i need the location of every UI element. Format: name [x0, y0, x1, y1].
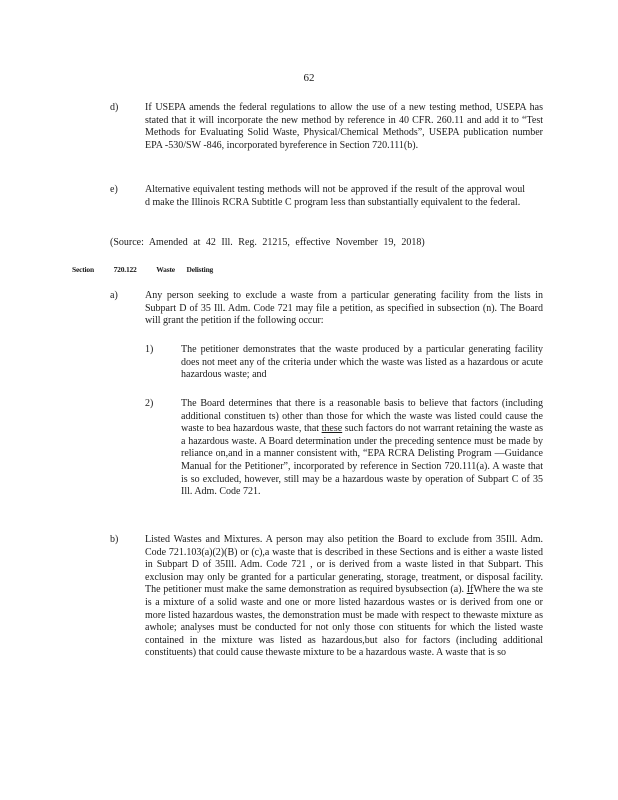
- section-heading: [72, 265, 213, 274]
- page-number: 62: [303, 72, 315, 84]
- section-number: 720.122: [113, 265, 137, 274]
- item-label-d: d): [110, 102, 119, 113]
- subitem-label-2: 2): [145, 398, 154, 409]
- subitem-text-2-underlined: these: [321, 423, 343, 435]
- item-label-b: b): [110, 534, 119, 545]
- item-text-a: Any person seeking to exclude a waste from a particular generating facility from the lists in Subpart D of 35 Ill. Adm. Code 721 may file a petition, as specified in subsection (n). The Board will grant the petition if the following occur:: [145, 290, 543, 327]
- subitem-text-1: The petitioner demonstrates that the waste produced by a particular generating facility does not meet any of the criteria under which the waste was listed as a hazardous or acute hazardous waste; and: [181, 344, 543, 381]
- section-title: Waste Delisting: [156, 265, 214, 274]
- item-label-a: a): [110, 290, 118, 301]
- subitem-text-2: [181, 398, 543, 499]
- subitem-text-2-before: The Board determines that there is a reasonable basis to believe that factors (including additional constituen ts) other than those for which the waste was listed could cause the waste to bea hazardous waste, that: [181, 398, 543, 435]
- item-text-b-after: Where the wa ste is a mixture of a solid waste and one or more listed hazardous wastes or is derived from one or more listed hazardous wastes, the demonstration must be made with respect to thewaste mixture as awhole; analyses must be conducted for not only those con stituents for which the listed waste contained in the mixture was listed as hazardous,but also for factors (including additional constituents) that could cause thewaste mixture to be a hazardous waste. A waste that is so: [145, 584, 543, 659]
- source-note: (Source: Amended at 42 Ill. Reg. 21215, effective November 19, 2018): [110, 237, 425, 248]
- subitem-label-1: 1): [145, 344, 154, 355]
- item-text-b-underlined: If: [466, 584, 474, 596]
- item-label-e: e): [110, 184, 118, 195]
- item-text-b: [145, 534, 543, 660]
- subitem-text-2-after: such factors do not warrant retaining the waste as a hazardous waste. A Board determination under the preceding sentence must be made by reliance on,and in a manner consistent with, “EPA RCRA Delisting Program —Guidance Manual for the Petitioner”, incorporated by reference in Section 720.111(a). A waste that is so excluded, however, still may be a hazardous waste by operation of Subpart C of 35 Ill. Adm. Code 721.: [181, 423, 543, 498]
- item-text-e: Alternative equivalent testing methods will not be approved if the result of the approval woul d make the Illinois RCRA Subtitle C program less than substantially equivalent to the federal.: [145, 184, 525, 208]
- item-text-b-before: Listed Wastes and Mixtures. A person may also petition the Board to exclude from 35Ill. Adm. Code 721.103(a)(2)(B) or (c),a waste that is described in these Sections and is either a waste listed in Subpart D of 35Ill. Adm. Code 721 , or is derived from a waste listed in that Subpart. This exclusion may only be granted for a particular generating, storage, treatment, or disposal facility. The petitioner must make the same demonstration as required bysubsection (a).: [145, 534, 543, 596]
- item-text-d: If USEPA amends the federal regulations to allow the use of a new testing method, USEPA has stated that it will incorporate the new method by reference in 40 CFR. 260.11 and add it to “Test Methods for Evaluating Solid Waste, Physical/Chemical Methods”, USEPA publication number EPA -530/SW -846, incorporated byreference in Section 720.111(b).: [145, 102, 543, 151]
- section-word: Section: [72, 265, 94, 274]
